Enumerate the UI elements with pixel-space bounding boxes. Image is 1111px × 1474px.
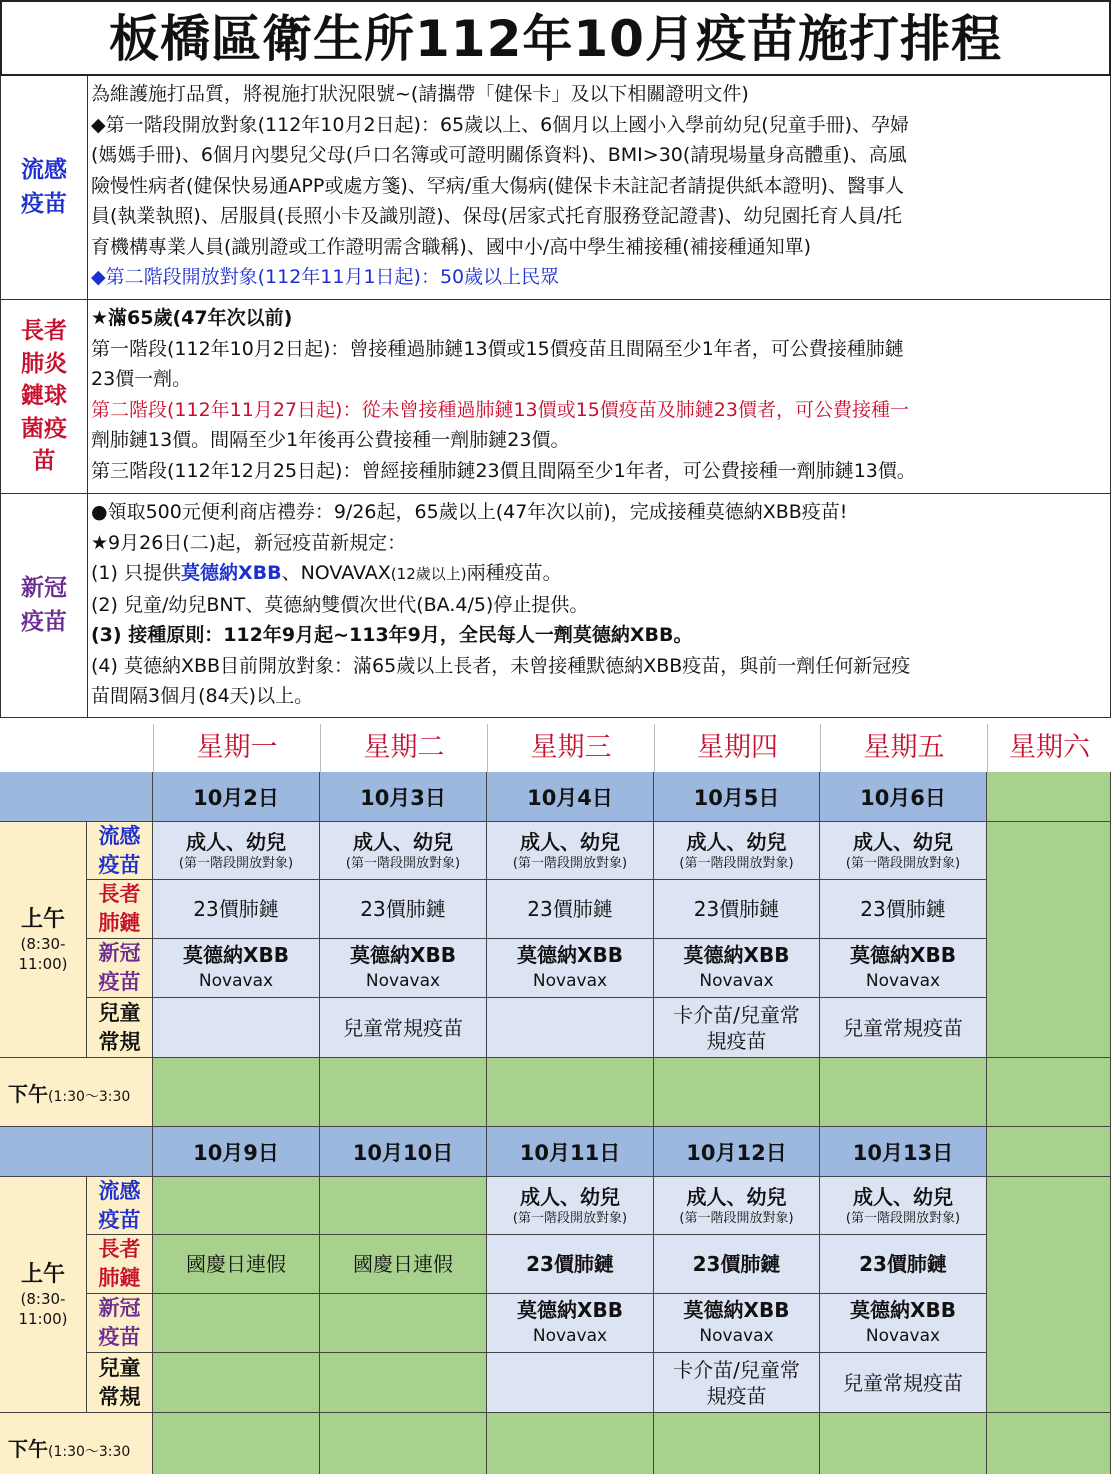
flu-cell: 成人、幼兒 (第一階段開放對象) (820, 822, 987, 880)
saturday-cell (987, 822, 1111, 1058)
flu-cell (153, 1177, 320, 1235)
pneumo-cell: 23價肺鏈 (153, 880, 320, 939)
covid-line-6: (4) 莫德納XBB目前開放對象：滿65歲以上長者，未曾接種默德納XBB疫苗，與前一劑任何新冠疫 (91, 654, 911, 677)
day-header: 星期二 (320, 724, 487, 772)
pm-label: 下午(1:30～3:30 (0, 1413, 153, 1474)
pneumo-cell: 國慶日連假 (320, 1235, 487, 1294)
covid-line-1: ●領取500元便利商店禮券：9/26起，65歲以上(47年次以前)，完成接種莫德納XBB疫苗! (91, 501, 848, 523)
pm-cell (487, 1058, 654, 1127)
covid-line-2: ★9月26日(二)起，新冠疫苗新規定： (91, 531, 407, 554)
flu-line-2: ◆第一階段開放對象(112年10月2日起)：65歲以上、6個月以上國小入學前幼兒(兒童手冊)、孕婦 (91, 113, 910, 136)
day-header: 星期六 (987, 724, 1111, 772)
am-label: 上午 (8:30- 11:00) (0, 1177, 87, 1413)
pm-cell (487, 1413, 654, 1474)
pneumo-line-2: 第一階段(112年10月2日起)：曾接種過肺鏈13價或15價疫苗且間隔至少1年者，可公費接種肺鏈 (91, 337, 904, 360)
pm-cell (820, 1413, 987, 1474)
child-row-label: 兒童 常規 (87, 1353, 153, 1413)
covid-cell: 莫德納XBB Novavax (654, 939, 820, 998)
date-cell: 10月4日 (487, 772, 654, 822)
pm-cell (153, 1058, 320, 1127)
flu-line-7: ◆第二階段開放對象(112年11月1日起)：50歲以上民眾 (91, 266, 560, 288)
covid-row-label: 新冠 疫苗 (87, 1294, 153, 1353)
flu-cell (320, 1177, 487, 1235)
flu-row-label: 流感 疫苗 (87, 1177, 153, 1235)
am-label: 上午 (8:30- 11:00) (0, 822, 87, 1058)
pm-cell (320, 1058, 487, 1127)
covid-info-text (91, 497, 1104, 712)
flu-cell: 成人、幼兒 (第一階段開放對象) (654, 1177, 820, 1235)
child-cell (320, 1353, 487, 1413)
pneumo-line-5: 劑肺鏈13價。間隔至少1年後再公費接種一劑肺鏈23價。 (91, 429, 570, 451)
day-header: 星期五 (820, 724, 987, 772)
child-cell (487, 1353, 654, 1413)
covid-line-3: (1) 只提供莫德納XBB、NOVAVAX(12歲以上)兩種疫苗。 (91, 562, 562, 584)
date-cell: 10月10日 (320, 1127, 487, 1177)
pm-cell (987, 1058, 1111, 1127)
covid-cell: 莫德納XBB Novavax (820, 939, 987, 998)
flu-cell: 成人、幼兒 (第一階段開放對象) (320, 822, 487, 880)
pm-cell (654, 1058, 820, 1127)
day-header: 星期一 (153, 724, 320, 772)
flu-cell: 成人、幼兒 (第一階段開放對象) (487, 1177, 654, 1235)
pneumo-line-6: 第三階段(112年12月25日起)：曾經接種肺鏈23價且間隔至少1年者，可公費接種一劑肺鏈13價。 (91, 459, 916, 482)
covid-line-4: (2) 兒童/幼兒BNT、莫德納雙價次世代(BA.4/5)停止提供。 (91, 593, 589, 616)
pneumo-row-label: 長者 肺鏈 (87, 880, 153, 939)
child-cell: 兒童常規疫苗 (820, 998, 987, 1058)
pm-cell (654, 1413, 820, 1474)
date-cell: 10月2日 (153, 772, 320, 822)
day-header: 星期四 (654, 724, 820, 772)
child-cell (153, 998, 320, 1058)
date-cell: 10月3日 (320, 772, 487, 822)
pneumo-cell: 23價肺鏈 (487, 880, 654, 939)
covid-section-label: 新冠 疫苗 (1, 494, 88, 717)
covid-line-7: 苗間隔3個月(84天)以上。 (91, 685, 314, 707)
flu-cell: 成人、幼兒 (第一階段開放對象) (487, 822, 654, 880)
flu-cell: 成人、幼兒 (第一階段開放對象) (820, 1177, 987, 1235)
pneumo-info-text (91, 303, 1104, 486)
flu-cell: 成人、幼兒 (第一階段開放對象) (153, 822, 320, 880)
child-cell: 卡介苗/兒童常 規疫苗 (654, 1353, 820, 1413)
pm-label: 下午(1:30～3:30 (0, 1058, 153, 1127)
pneumo-section-label: 長者 肺炎 鏈球 菌疫 苗 (1, 300, 88, 493)
pm-cell (987, 1413, 1111, 1474)
child-cell: 兒童常規疫苗 (820, 1353, 987, 1413)
pm-cell (320, 1413, 487, 1474)
page-title: 板橋區衛生所112年10月疫苗施打排程 (0, 0, 1111, 76)
date-cell: 10月13日 (820, 1127, 987, 1177)
pm-cell (820, 1058, 987, 1127)
covid-line-5: (3) 接種原則：112年9月起~113年9月，全民每人一劑莫德納XBB。 (91, 624, 693, 646)
covid-cell: 莫德納XBB Novavax (487, 1294, 654, 1353)
covid-cell: 莫德納XBB Novavax (820, 1294, 987, 1353)
saturday-cell (987, 1127, 1111, 1177)
pneumo-cell: 23價肺鏈 (320, 880, 487, 939)
flu-line-1: 為維護施打品質，將視施打狀況限號~(請攜帶「健保卡」及以下相關證明文件) (91, 83, 749, 105)
flu-line-6: 育機構專業人員(識別證或工作證明需含職稱)、國中小/高中學生補接種(補接種通知單) (91, 235, 812, 258)
flu-row-label: 流感 疫苗 (87, 822, 153, 880)
child-row-label: 兒童 常規 (87, 998, 153, 1058)
pneumo-cell: 23價肺鏈 (820, 880, 987, 939)
pneumo-row-label: 長者 肺鏈 (87, 1235, 153, 1294)
child-cell: 兒童常規疫苗 (320, 998, 487, 1058)
flu-info-section (0, 76, 1111, 300)
child-cell (487, 998, 654, 1058)
flu-line-4: 險慢性病者(健保快易通APP或處方箋)、罕病/重大傷病(健保卡未註記者請提供紙本證明)、醫事人 (91, 174, 904, 197)
date-cell: 10月5日 (654, 772, 820, 822)
pneumo-line-4: 第二階段(112年11月27日起)：從未曾接種過肺鏈13價或15價疫苗及肺鏈23價者，可公費接種一 (91, 398, 909, 421)
covid-cell: 莫德納XBB Novavax (654, 1294, 820, 1353)
flu-info-text (91, 79, 1104, 293)
covid-row-label: 新冠 疫苗 (87, 939, 153, 998)
pneumo-cell: 23價肺鏈 (654, 880, 820, 939)
flu-line-5: 員(執業執照)、居服員(長照小卡及識別證)、保母(居家式托育服務登記證書)、幼兒園托育人員/托 (91, 205, 902, 227)
date-cell: 10月11日 (487, 1127, 654, 1177)
date-cell: 10月6日 (820, 772, 987, 822)
pneumo-info-section (0, 300, 1111, 494)
child-cell: 卡介苗/兒童常 規疫苗 (654, 998, 820, 1058)
flu-cell: 成人、幼兒 (第一階段開放對象) (654, 822, 820, 880)
covid-cell: 莫德納XBB Novavax (487, 939, 654, 998)
saturday-cell (987, 1177, 1111, 1413)
pneumo-cell: 國慶日連假 (153, 1235, 320, 1294)
pneumo-line-3: 23價一劑。 (91, 368, 192, 390)
pneumo-line-1: ★滿65歲(47年次以前) (91, 307, 293, 329)
pm-cell (153, 1413, 320, 1474)
pneumo-cell: 23價肺鏈 (820, 1235, 987, 1294)
date-row-label (0, 772, 153, 822)
date-cell: 10月12日 (654, 1127, 820, 1177)
covid-cell: 莫德納XBB Novavax (320, 939, 487, 998)
date-cell: 10月9日 (153, 1127, 320, 1177)
day-header: 星期三 (487, 724, 654, 772)
date-row-label (0, 1127, 153, 1177)
flu-section-label: 流感 疫苗 (1, 76, 88, 299)
covid-cell: 莫德納XBB Novavax (153, 939, 320, 998)
covid-cell (320, 1294, 487, 1353)
pneumo-cell: 23價肺鏈 (487, 1235, 654, 1294)
covid-info-section (0, 494, 1111, 718)
pneumo-cell: 23價肺鏈 (654, 1235, 820, 1294)
saturday-cell (987, 772, 1111, 822)
child-cell (153, 1353, 320, 1413)
flu-line-3: (媽媽手冊)、6個月內嬰兒父母(戶口名簿或可證明關係資料)、BMI>30(請現場量身高體重)、高風 (91, 144, 907, 166)
covid-cell (153, 1294, 320, 1353)
